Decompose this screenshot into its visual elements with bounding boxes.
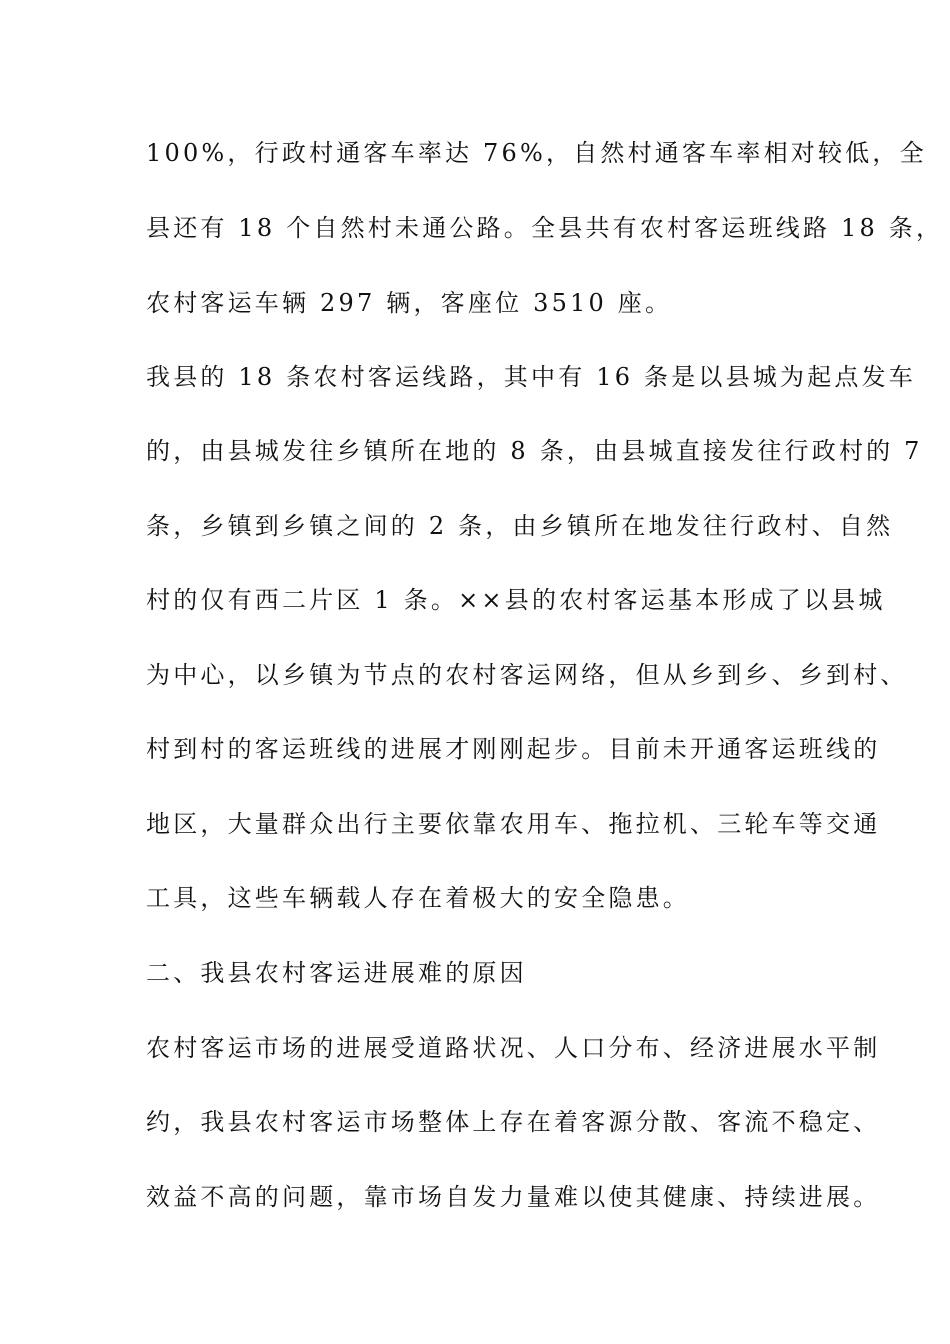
- text-line: 约，我县农村客运市场整体上存在着客源分散、客流不稳定、: [146, 1108, 881, 1136]
- text-line: 工具，这些车辆载人存在着极大的安全隐患。: [146, 884, 690, 912]
- text-line: 100%，行政村通客车率达 76%，自然村通客车率相对较低，全: [146, 139, 927, 167]
- text-line: 效益不高的问题，靠市场自发力量难以使其健康、持续进展。: [146, 1183, 881, 1211]
- text-line: 的，由县城发往乡镇所在地的 8 条，由县城直接发往行政村的 7: [146, 437, 923, 465]
- text-line: 村到村的客运班线的进展才刚刚起步。目前未开通客运班线的: [146, 735, 881, 763]
- text-line: 农村客运车辆 297 辆，客座位 3510 座。: [146, 289, 673, 317]
- section-heading: 二、我县农村客运进展难的原因: [146, 959, 527, 987]
- text-line: 我县的 18 条农村客运线路，其中有 16 条是以县城为起点发车: [146, 363, 916, 391]
- text-line: 农村客运市场的进展受道路状况、人口分布、经济进展水平制: [146, 1034, 881, 1062]
- text-line: 地区，大量群众出行主要依靠农用车、拖拉机、三轮车等交通: [146, 810, 881, 838]
- text-line: 村的仅有西二片区 1 条。××县的农村客运基本形成了以县城: [146, 586, 886, 614]
- text-line: 条，乡镇到乡镇之间的 2 条，由乡镇所在地发往行政村、自然: [146, 512, 894, 540]
- text-line: 县还有 18 个自然村未通公路。全县共有农村客运班线路 18 条，: [146, 214, 944, 242]
- text-line: 为中心，以乡镇为节点的农村客运网络，但从乡到乡、乡到村、: [146, 661, 908, 689]
